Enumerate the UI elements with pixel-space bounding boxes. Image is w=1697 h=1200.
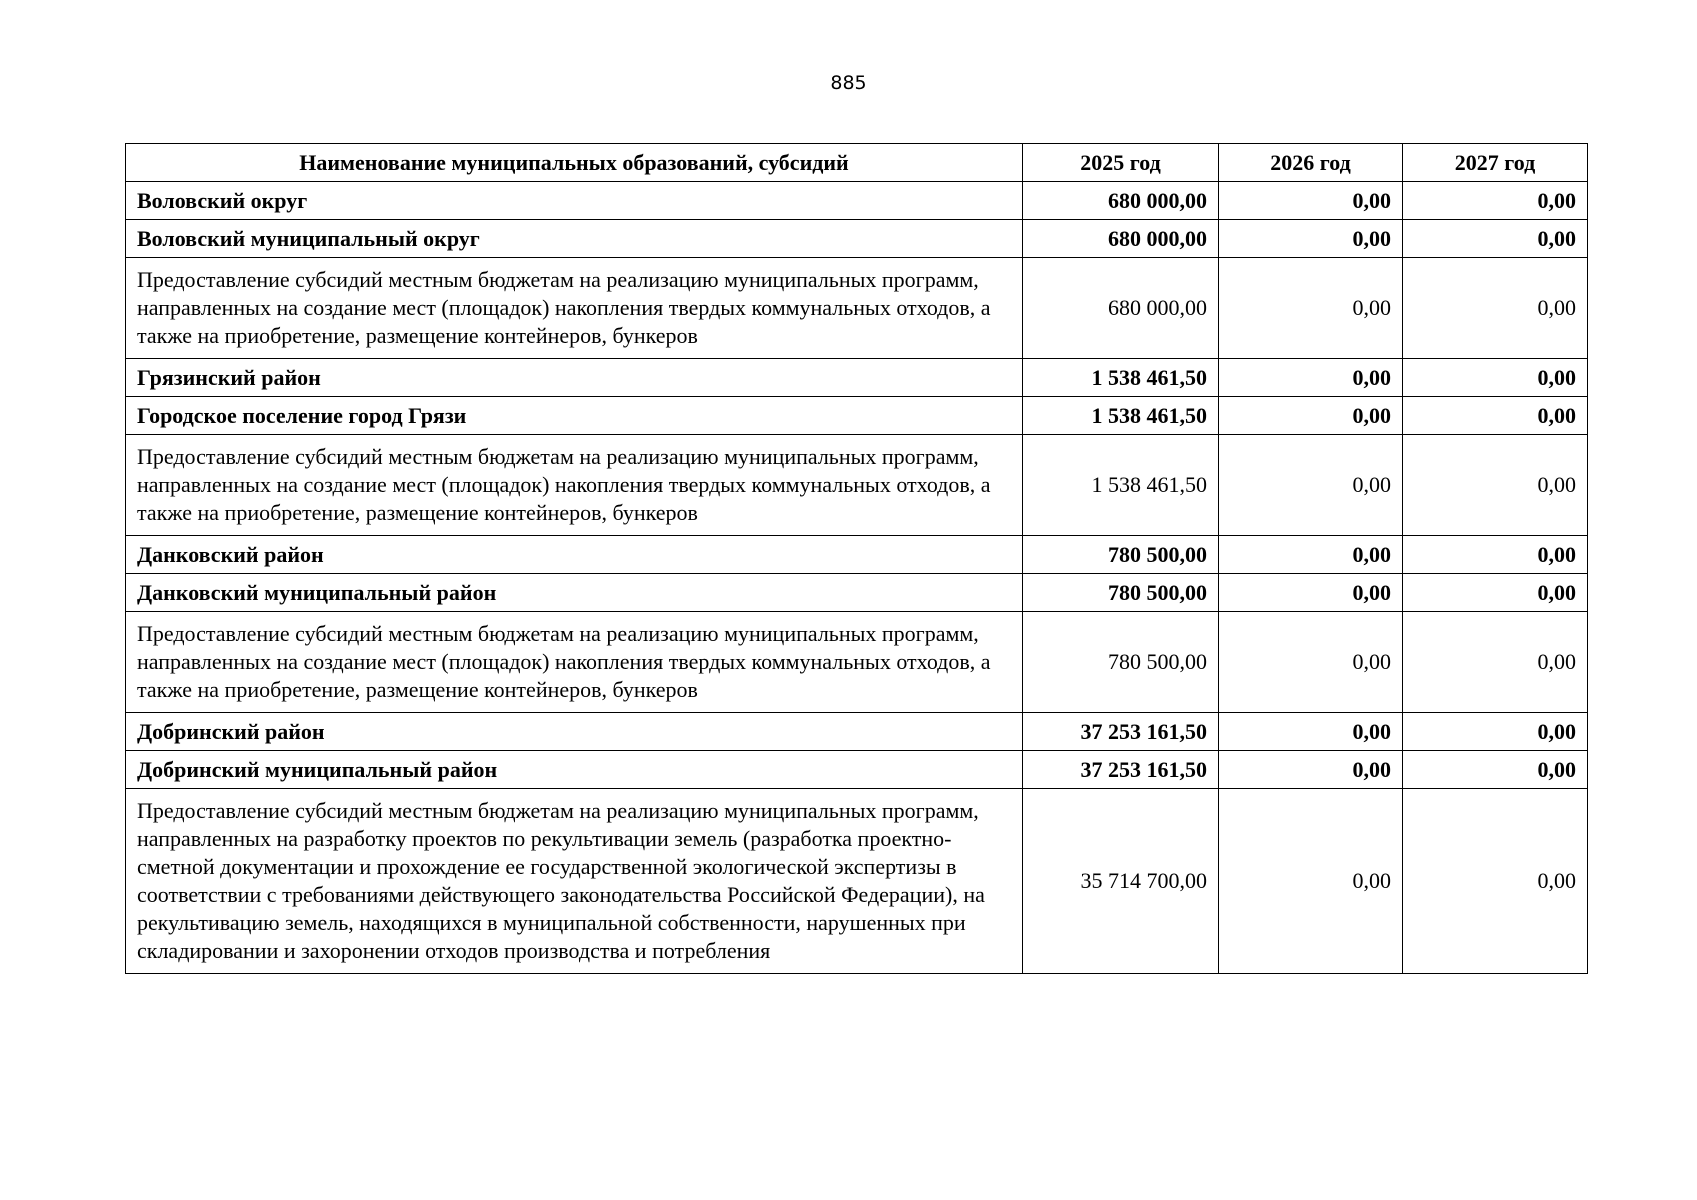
row-2026: 0,00	[1219, 435, 1403, 536]
row-2025: 37 253 161,50	[1023, 751, 1219, 789]
table-row	[126, 713, 1588, 751]
row-2025: 35 714 700,00	[1023, 789, 1219, 974]
row-2027: 0,00	[1403, 359, 1588, 397]
row-2026: 0,00	[1219, 258, 1403, 359]
row-2027: 0,00	[1403, 258, 1588, 359]
row-name: Данковский муниципальный район	[126, 574, 1023, 612]
row-2025: 1 538 461,50	[1023, 435, 1219, 536]
row-2027: 0,00	[1403, 220, 1588, 258]
row-2027: 0,00	[1403, 182, 1588, 220]
row-name: Добринский район	[126, 713, 1023, 751]
table-row	[126, 612, 1588, 713]
row-2027: 0,00	[1403, 713, 1588, 751]
row-name: Предоставление субсидий местным бюджетам на реализацию муниципальных программ, направленных на создание мест (площадок) накопления твердых коммунальных отходов, а также на приобретение, размещение контейнеров, бункеров	[126, 612, 1023, 713]
row-2026: 0,00	[1219, 359, 1403, 397]
row-2025: 780 500,00	[1023, 536, 1219, 574]
row-2027: 0,00	[1403, 435, 1588, 536]
table-row	[126, 574, 1588, 612]
row-2025: 680 000,00	[1023, 220, 1219, 258]
row-2025: 37 253 161,50	[1023, 713, 1219, 751]
row-2026: 0,00	[1219, 612, 1403, 713]
row-name: Воловский муниципальный округ	[126, 220, 1023, 258]
table-row	[126, 397, 1588, 435]
header-2026: 2026 год	[1219, 144, 1403, 182]
table-header-row	[126, 144, 1588, 182]
row-2027: 0,00	[1403, 536, 1588, 574]
row-name: Предоставление субсидий местным бюджетам на реализацию муниципальных программ, направленных на разработку проектов по рекультивации земель (разработка проектно-сметной документации и прохождение ее государственной экологической экспертизы в соответствии с требованиями действующего законодательства Российской Федерации), на рекультивацию земель, находящихся в муниципальной собственности, нарушенных при складировании и захоронении отходов производства и потребления	[126, 789, 1023, 974]
row-2027: 0,00	[1403, 751, 1588, 789]
row-2026: 0,00	[1219, 182, 1403, 220]
row-2027: 0,00	[1403, 789, 1588, 974]
table-row	[126, 751, 1588, 789]
row-name: Городское поселение город Грязи	[126, 397, 1023, 435]
header-name: Наименование муниципальных образований, субсидий	[126, 144, 1023, 182]
row-2025: 680 000,00	[1023, 182, 1219, 220]
table-row	[126, 220, 1588, 258]
table-row	[126, 435, 1588, 536]
row-2025: 1 538 461,50	[1023, 397, 1219, 435]
row-2026: 0,00	[1219, 789, 1403, 974]
row-2025: 780 500,00	[1023, 612, 1219, 713]
row-2025: 780 500,00	[1023, 574, 1219, 612]
row-name: Добринский муниципальный район	[126, 751, 1023, 789]
row-2026: 0,00	[1219, 220, 1403, 258]
row-2025: 1 538 461,50	[1023, 359, 1219, 397]
row-2026: 0,00	[1219, 574, 1403, 612]
row-2026: 0,00	[1219, 536, 1403, 574]
header-2027: 2027 год	[1403, 144, 1588, 182]
table-row	[126, 789, 1588, 974]
row-2025: 680 000,00	[1023, 258, 1219, 359]
row-name: Данковский район	[126, 536, 1023, 574]
row-name: Предоставление субсидий местным бюджетам на реализацию муниципальных программ, направленных на создание мест (площадок) накопления твердых коммунальных отходов, а также на приобретение, размещение контейнеров, бункеров	[126, 258, 1023, 359]
row-2026: 0,00	[1219, 397, 1403, 435]
row-2027: 0,00	[1403, 574, 1588, 612]
row-2027: 0,00	[1403, 612, 1588, 713]
table-row	[126, 359, 1588, 397]
page-number: 885	[830, 72, 867, 94]
row-2026: 0,00	[1219, 751, 1403, 789]
table-row	[126, 258, 1588, 359]
row-name: Предоставление субсидий местным бюджетам на реализацию муниципальных программ, направленных на создание мест (площадок) накопления твердых коммунальных отходов, а также на приобретение, размещение контейнеров, бункеров	[126, 435, 1023, 536]
row-name: Воловский округ	[126, 182, 1023, 220]
row-2026: 0,00	[1219, 713, 1403, 751]
row-2027: 0,00	[1403, 397, 1588, 435]
table-row	[126, 182, 1588, 220]
header-2025: 2025 год	[1023, 144, 1219, 182]
table-row	[126, 536, 1588, 574]
subsidy-table	[125, 143, 1588, 974]
row-name: Грязинский район	[126, 359, 1023, 397]
